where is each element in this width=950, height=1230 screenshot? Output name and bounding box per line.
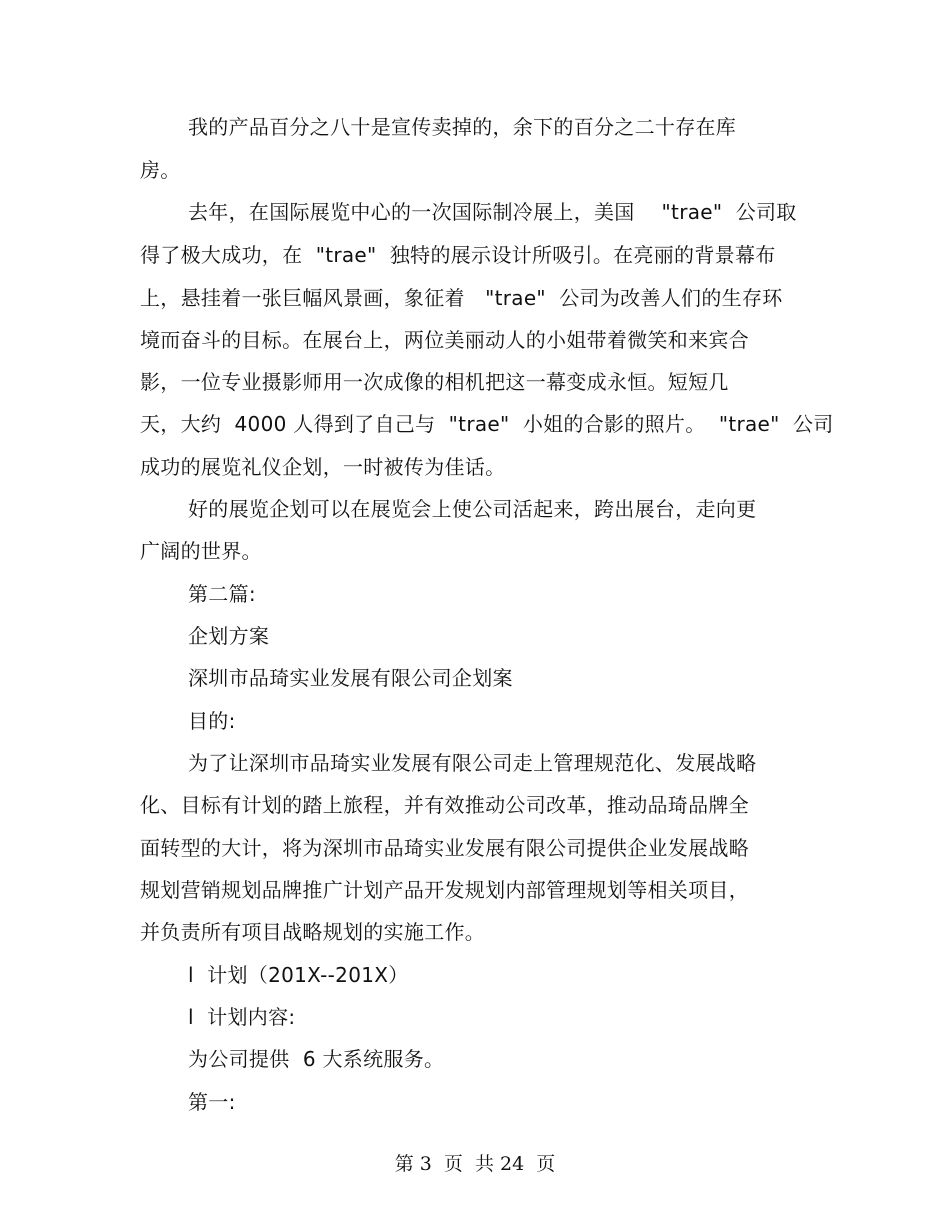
section-heading: 第二篇: (188, 582, 256, 606)
document-title: 深圳市品琦实业发展有限公司企划案 (188, 666, 513, 690)
section-heading: 企划方案 (188, 624, 270, 648)
text-line: 上，悬挂着一张巨幅风景画，象征着 "trae" 公司为改善人们的生存环 (140, 286, 783, 310)
text-line: 我的产品百分之八十是宣传卖掉的，余下的百分之二十存在库 (188, 115, 737, 139)
text-line: 天，大约 4000 人得到了自己与 "trae" 小姐的合影的照片。 "trae" 公司 (140, 412, 834, 436)
text-line: 为了让深圳市品琦实业发展有限公司走上管理规范化、发展战略 (188, 751, 757, 775)
text-line: 房。 (140, 158, 181, 182)
text-line: 化、目标有计划的踏上旅程，并有效推动公司改革，推动品琦品牌全 (140, 793, 749, 817)
list-item: l 计划内容: (188, 1005, 296, 1029)
text-line: 第一: (188, 1090, 236, 1114)
page-number-footer: 第 3 页 共 24 页 (394, 1153, 556, 1175)
text-line: 好的展览企划可以在展览会上使公司活起来，跨出展台，走向更 (188, 497, 757, 521)
section-heading: 目的: (188, 709, 236, 733)
text-line: 规划营销规划品牌推广计划产品开发规划内部管理规划等相关项目， (140, 878, 749, 902)
list-item: l 计划（201X--201X） (188, 963, 409, 987)
text-line: 去年，在国际展览中心的一次国际制冷展上，美国 "trae" 公司取 (188, 200, 797, 224)
text-line: 广阔的世界。 (140, 539, 262, 563)
text-line: 为公司提供 6 大系统服务。 (188, 1047, 445, 1071)
text-line: 并负责所有项目战略规划的实施工作。 (140, 920, 486, 944)
text-line: 境而奋斗的目标。在展台上，两位美丽动人的小姐带着微笑和来宾合 (140, 328, 749, 352)
text-line: 成功的展览礼仪企划，一时被传为佳话。 (140, 455, 506, 479)
text-line: 得了极大成功，在 "trae" 独特的展示设计所吸引。在亮丽的背景幕布 (140, 243, 776, 267)
text-line: 影，一位专业摄影师用一次成像的相机把这一幕变成永恒。短短几 (140, 370, 729, 394)
text-line: 面转型的大计，将为深圳市品琦实业发展有限公司提供企业发展战略 (140, 836, 749, 860)
